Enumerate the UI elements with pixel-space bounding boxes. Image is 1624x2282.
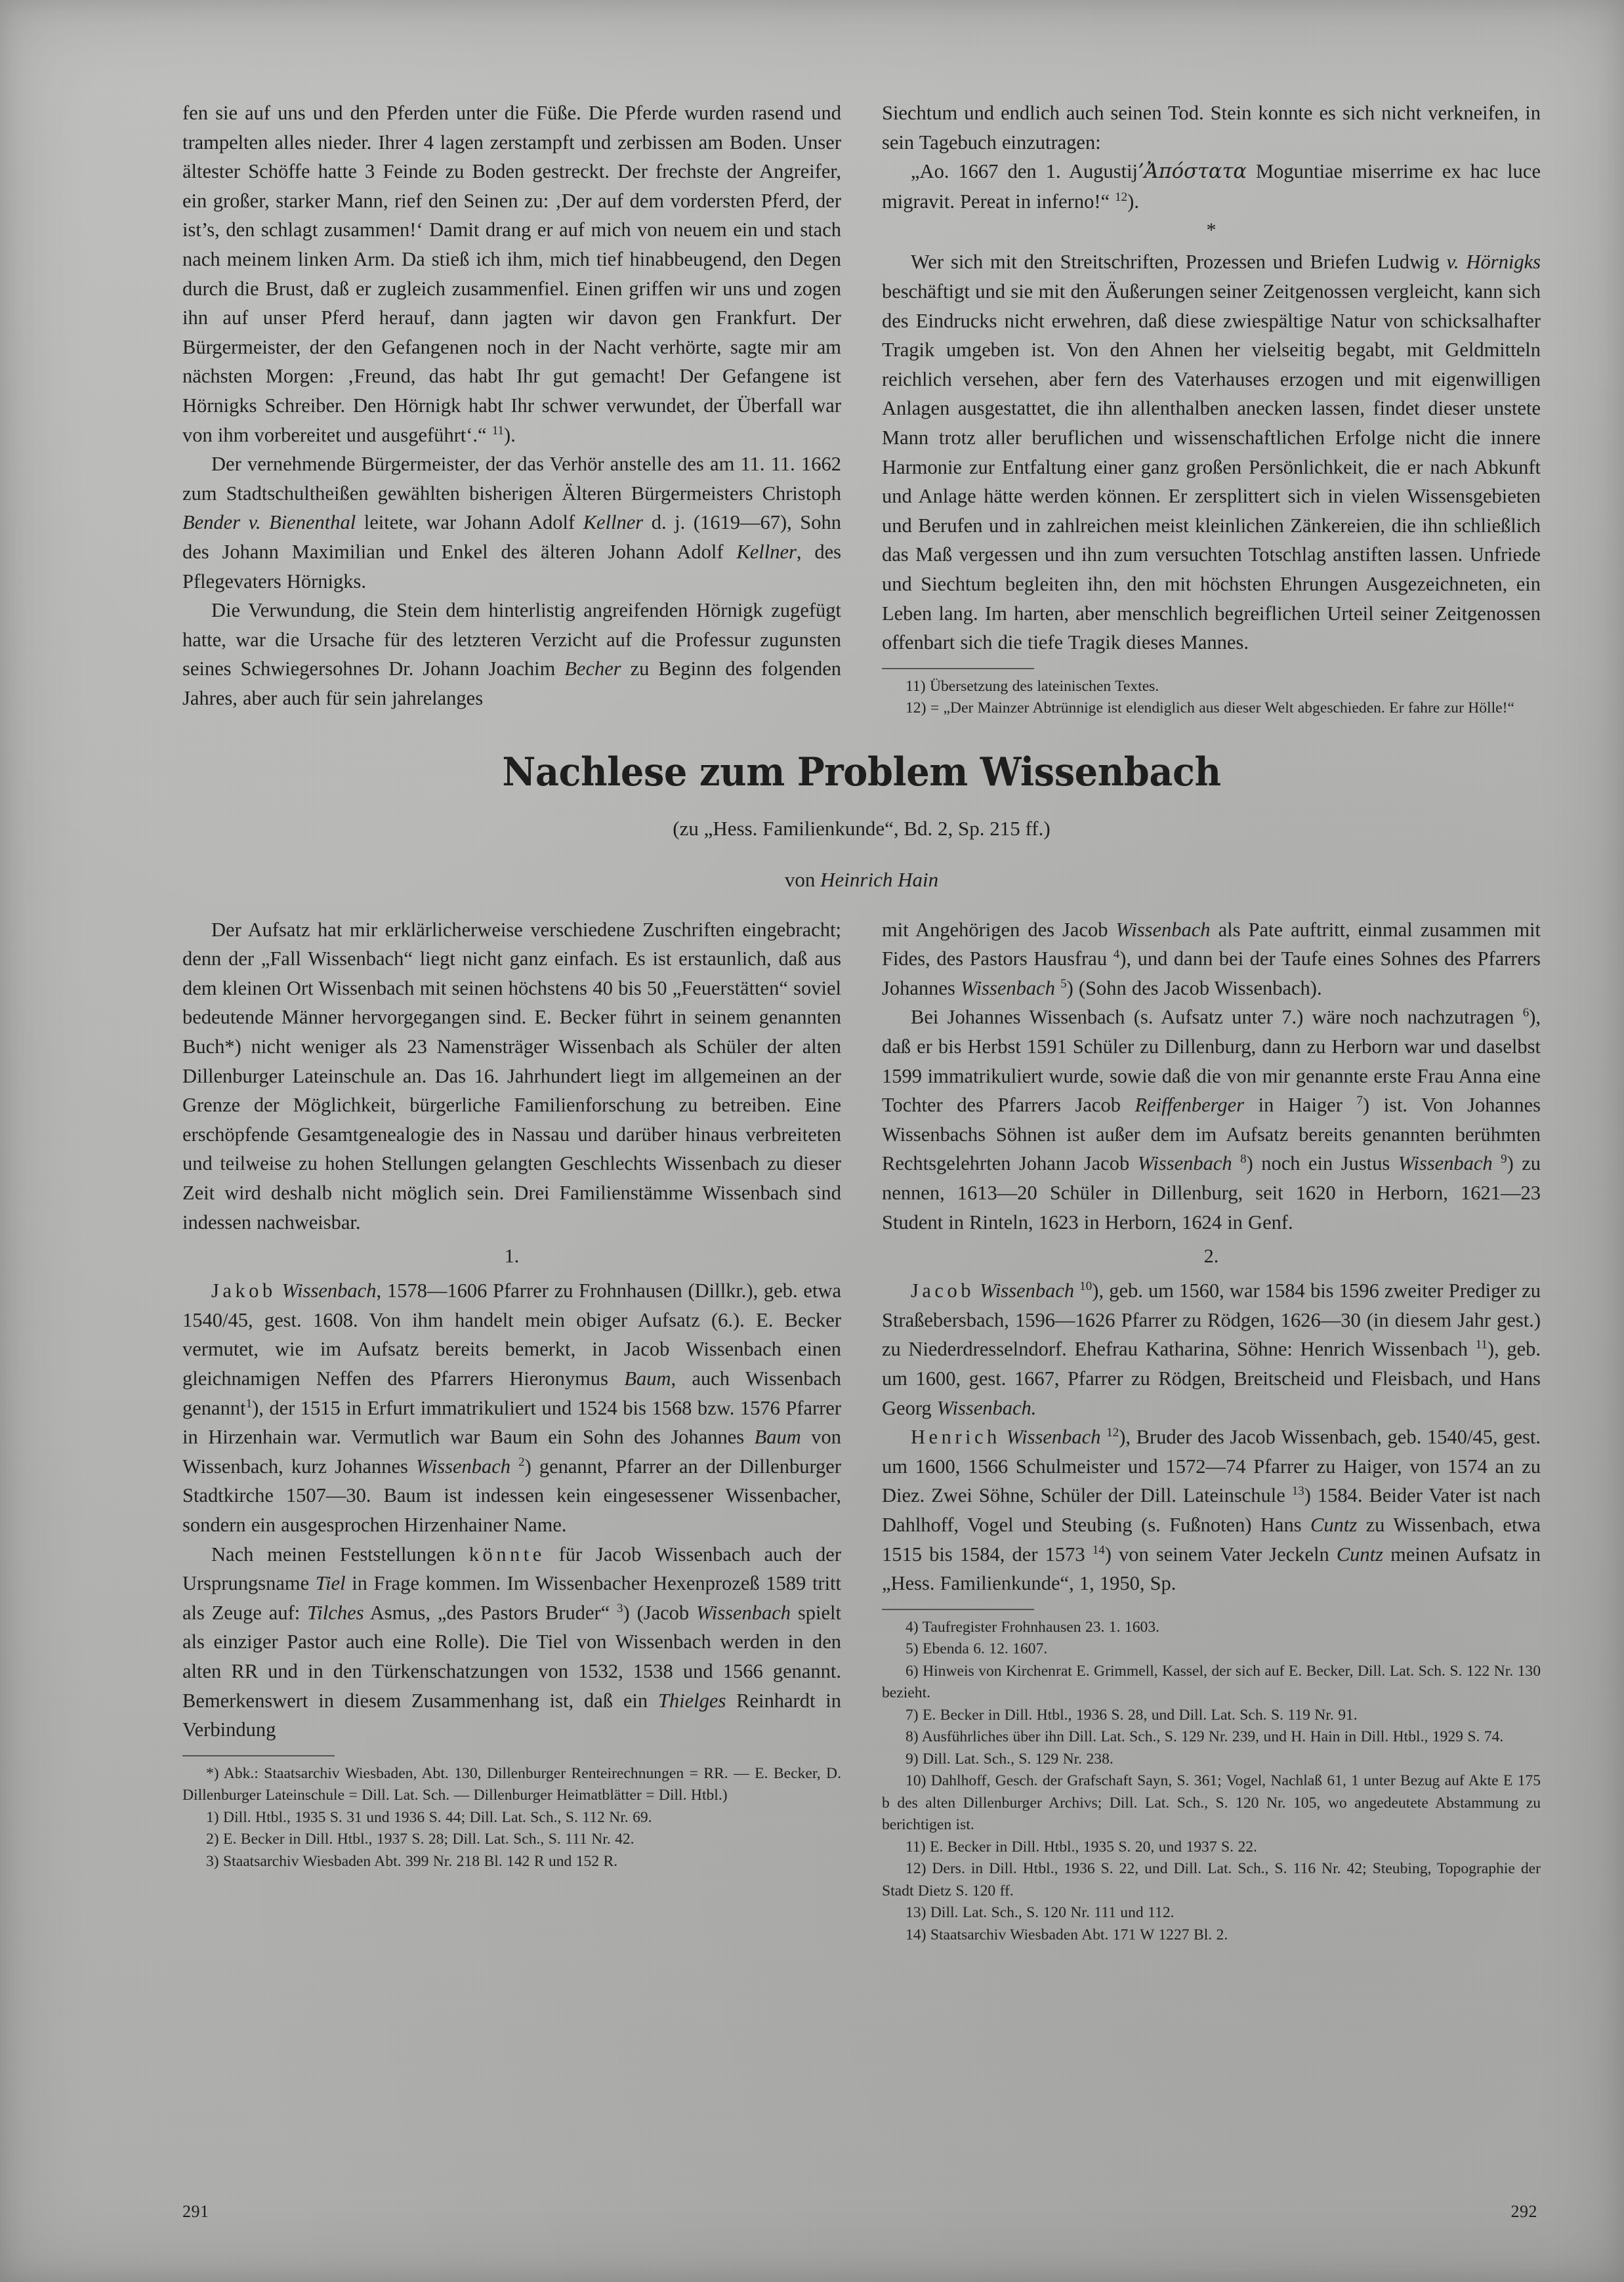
footnote: 11) E. Becker in Dill. Htbl., 1935 S. 20, und 1937 S. 22.	[906, 1838, 1257, 1856]
footnote: 7) E. Becker in Dill. Htbl., 1936 S. 28, und Dill. Lat. Sch. S. 119 Nr. 91.	[906, 1706, 1358, 1724]
article-byline	[182, 867, 1541, 893]
section-number: 1.	[504, 1245, 520, 1268]
footnote-marker: 11	[1475, 1338, 1488, 1352]
paragraph: Bei Johannes Wissenbach (s. Aufsatz unter 7.) wäre noch nachzutragen $^6$), daß er bis Herbst 1591 Schüler zu Dillenburg, dann zu Herborn war und daselbst 1599 immatrikuliert wurde, sowie daß die von mir genannte erste Frau Anna eine Tochter des Pfarrers Jacob Reiffenberger in Haiger $^7$) ist. Von Johannes Wissenbachs Söhnen ist außer dem im Aufsatz bereits genannten berühmten Rechtsgelehrten Johann Jacob Wissenbach $^8$) noch ein Justus Wissenbach $^9$) zu nennen, 1613—20 Schüler in Dillenburg, seit 1620 in Herborn, 1621—23 Student in Rinteln, 1623 in Herborn, 1624 in Genf.	[882, 1006, 1541, 1234]
byline-prefix: von	[784, 867, 821, 891]
entry-paragraph: Jakob Wissenbach, 1578—1606 Pfarrer zu Frohnhausen (Dillkr.), geb. etwa 1540/45, gest. 1608. Von ihm handelt mein obiger Aufsatz (6.). E. Becker vermutet, wie im Aufsatz bereits bemerkt, in Jacob Wissenbach einen gleichnamigen Neffen des Pfarrers Hieronymus Baum, auch Wissenbach genannt$^1$), der 1515 in Erfurt immatrikuliert und 1524 bis 1568 bzw. 1576 Pfarrer in Hirzenhain war. Vermutlich war Baum ein Sohn des Johannes Baum von Wissenbach, kurz Johannes Wissenbach $^2$) genannt, Pfarrer an der Dillenburger Stadtkirche 1507—30. Baum ist indessen kein eingesessener Wissenbacher, sondern ein ausgesprochen Hirzenhainer Name.	[182, 1279, 842, 1536]
entry-surname: Wissenbach	[1006, 1426, 1101, 1449]
page-content	[182, 98, 1541, 1946]
asterisk-separator: *	[1206, 219, 1217, 241]
paragraph: Die Verwundung, die Stein dem hinterlistig angreifenden Hörnigk zugefügt hatte, war die Ursache für des letzteren Verzicht auf die Professur zugunsten seines Schwiegersohnes Dr. Johann Joachim Becher zu Beginn des folgenden Jahres, aber auch für sein jahrelanges	[182, 599, 842, 709]
page-title: Nachlese zum Problem Wissenbach	[502, 749, 1221, 795]
top-article-left-column	[182, 98, 841, 720]
entry-surname: Wissenbach	[980, 1279, 1075, 1302]
footnote-marker: 6	[1522, 1006, 1530, 1020]
footnote-rule	[882, 1609, 1034, 1610]
article-right-column	[882, 915, 1541, 1947]
greek-phrase: ’Ἀπόστατα	[1138, 160, 1247, 184]
entry-paragraph: Henrich Wissenbach $^{12}$), Bruder des Jacob Wissenbach, geb. 1540/45, gest. um 1600, 1566 Schulmeister und 1572—74 Pfarrer zu Haiger, von 1574 an zu Diez. Zwei Söhne, Schüler der Dill. Lateinschule $^{13}$) 1584. Beider Vater ist nach Dahlhoff, Vogel und Steubing (s. Fußnoten) Hans Cuntz zu Wissenbach, etwa 1515 bis 1584, der 1573 $^{14}$) von seinem Vater Jeckeln Cuntz meinen Aufsatz in „Hess. Familienkunde“, 1, 1950, Sp.	[882, 1426, 1541, 1595]
folio-left: 291	[182, 2202, 209, 2221]
top-article-columns	[182, 98, 1541, 720]
entry-surname: Wissenbach	[281, 1279, 377, 1302]
section-number: 2.	[1203, 1245, 1219, 1268]
footnote: 6) Hinweis von Kirchenrat E. Grimmell, Kassel, der sich auf E. Becker, Dill. Lat. Sch. S. 122 Nr. 130 bezieht.	[882, 1662, 1541, 1702]
footnote-marker: 8	[1240, 1152, 1247, 1167]
footnote: 13) Dill. Lat. Sch., S. 120 Nr. 111 und 112.	[906, 1904, 1175, 1922]
footnote: 12) = „Der Mainzer Abtrünnige ist elendiglich aus dieser Welt abgeschieden. Er fahre zur Hölle!“	[906, 699, 1514, 717]
footnote-marker: 4	[1113, 947, 1120, 962]
footnote-marker: 3	[617, 1601, 623, 1615]
entry-paragraph: Jacob Wissenbach $^{10}$), geb. um 1560, war 1584 bis 1596 zweiter Prediger zu Straßebersbach, 1596—1626 Pfarrer zu Rödgen, 1626—30 (in diesem Jahr gest.) zu Niederdresselndorf. Ehefrau Katharina, Söhne: Henrich Wissenbach $^{11}$), geb. um 1600, gest. 1667, Pfarrer zu Rödgen, Breitscheid und Fleisbach, und Hans Georg Wissenbach.	[882, 1279, 1541, 1419]
footnote-marker: 2	[518, 1455, 525, 1469]
byline-author: Heinrich Hain	[820, 867, 939, 891]
top-article-right-column	[882, 98, 1541, 720]
footnote: 9) Dill. Lat. Sch., S. 129 Nr. 238.	[906, 1750, 1114, 1768]
footnote: 8) Ausführliches über ihn Dill. Lat. Sch., S. 129 Nr. 239, und H. Hain in Dill. Htbl., 1929 S. 74.	[906, 1728, 1504, 1746]
entry-name: Henrich	[911, 1426, 1001, 1449]
footnote: 4) Taufregister Frohnhausen 23. 1. 1603.	[906, 1618, 1160, 1636]
footnote-marker: 1	[245, 1396, 253, 1411]
footnote-marker: 7	[1356, 1094, 1363, 1108]
footnote-marker: 12	[1115, 190, 1128, 204]
footnote-marker: 9	[1501, 1152, 1507, 1167]
footnote: 2) E. Becker in Dill. Htbl., 1937 S. 28; Dill. Lat. Sch., S. 111 Nr. 42.	[206, 1831, 635, 1848]
paragraph: Siechtum und endlich auch seinen Tod. Stein konnte es sich nicht verkneifen, in sein Tagebuch einzutragen:	[882, 102, 1541, 154]
footnote: 11) Übersetzung des lateinischen Textes.	[906, 677, 1159, 695]
entry-name: Jakob	[211, 1279, 276, 1302]
footnote-marker: 13	[1291, 1484, 1304, 1499]
footnote: 12) Ders. in Dill. Htbl., 1936 S. 22, und Dill. Lat. Sch., S. 116 Nr. 42; Steubing, Topographie der Stadt Dietz S. 120 ff.	[882, 1860, 1541, 1899]
article-subtitle: (zu „Hess. Familienkunde“, Bd. 2, Sp. 215 ff.)	[673, 816, 1051, 840]
footnote-rule	[182, 1755, 335, 1756]
article-left-column	[182, 915, 841, 1947]
paragraph: Der vernehmende Bürgermeister, der das Verhör anstelle des am 11. 11. 1662 zum Stadtschultheißen gewählten bisherigen Älteren Bürgermeisters Christoph Bender v. Bienenthal leitete, war Johann Adolf Kellner d. j. (1619—67), Sohn des Johann Maximilian und Enkel des älteren Johann Adolf Kellner, des Pflegevaters Hörnigks.	[182, 453, 842, 592]
paragraph: fen sie auf uns und den Pferden unter die Füße. Die Pferde wurden rasend und trampelten alles nieder. Ihrer 4 lagen zerstampft und zerbissen am Boden. Unser ältester Schöffe hatte 3 Feinde zu Boden gestreckt. Der frechste der Angreifer, ein großer, starker Mann, rief den Seinen zu: ‚Der auf dem vordersten Pferd, der ist’s, den schlagt zusammen!‘ Damit drang er auf mich von neuem ein und stach nach meinem linken Arm. Da stieß ich ihm, mich tief hinabbeugend, den Degen durch die Brust, daß er zugleich zusammenfiel. Einen griffen wir uns und zogen ihn auf unser Pferd herauf, dann jagten wir davon gen Frankfurt. Der Bürgermeister, der den Gefangenen noch in der Nacht verhörte, sagte mir am nächsten Morgen: ‚Freund, das habt Ihr gut gemacht! Der Gefangene ist Hörnigks Schreiber. Den Hörnigk habt Ihr schwer verwundet, der Überfall war von ihm vorbereitet und ausgeführt‘.“ $^{11}$).	[182, 102, 841, 446]
footnote-marker: 11	[491, 423, 505, 438]
paragraph: mit Angehörigen des Jacob Wissenbach als Pate auftritt, einmal zusammen mit Fides, des Pastors Hausfrau $^4$), und dann bei der Taufe eines Sohnes des Pfarrers Johannes Wissenbach $^5$) (Sohn des Jacob Wissenbach).	[882, 918, 1541, 999]
footnote-marker: 5	[1060, 976, 1067, 991]
footnote: 10) Dahlhoff, Gesch. der Grafschaft Sayn, S. 361; Vogel, Nachlaß 61, 1 unter Bezug auf Akte E 175 b des alten Dillenburger Archivs; Dill. Lat. Sch., S. 120 Nr. 105, wo angedeutete Abstammung zu berichtigen ist.	[882, 1772, 1541, 1834]
emphasis-koennte: könnte	[468, 1543, 545, 1566]
footnote: 5) Ebenda 6. 12. 1607.	[906, 1640, 1048, 1658]
paragraph: Der Aufsatz hat mir erklärlicherweise verschiedene Zuschriften eingebracht; denn der „Fall Wissenbach“ liegt nicht ganz einfach. Es ist erstaunlich, daß aus dem kleinen Ort Wissenbach mit seinen höchstens 40 bis 50 „Feuerstätten“ soviel bedeutende Männer hervorgegangen sind. E. Becker führt in seinem genannten Buch*) nicht weniger als 23 Namensträger Wissenbach als Schüler der alten Dillenburger Lateinschule an. Das 16. Jahrhundert liegt im allgemeinen an der Grenze der Möglichkeit, bürgerliche Familienforschung zu betreiben. Eine erschöpfende Gesamtgenealogie des in Nassau und darüber hinaus verbreiteten und teilweise zu hohen Stellungen gelangten Geschlechts Wissenbach zu dieser Zeit wird deshalb nicht möglich sein. Drei Familienstämme Wissenbach sind indessen nachweisbar.	[182, 918, 841, 1234]
footnote: 14) Staatsarchiv Wiesbaden Abt. 171 W 1227 Bl. 2.	[906, 1926, 1228, 1943]
quote-paragraph: „Ao. 1667 den 1. Augustij’Ἀπόστατα Moguntiae miserrime ex hac luce migravit. Pereat in inferno!“ $^{12}$).	[882, 160, 1541, 213]
footnote-marker: 10	[1079, 1279, 1093, 1294]
folio-right: 292	[1510, 2202, 1537, 2221]
footnote-marker: 12	[1106, 1426, 1119, 1440]
entry-name: Jacob	[911, 1279, 974, 1302]
footnote: *) Abk.: Staatsarchiv Wiesbaden, Abt. 130, Dillenburger Renteirechnungen = RR. — E. Becker, D. Dillenburger Lateinschule = Dill. Lat. Sch. — Dillenburger Heimatblätter = Dill. Htbl.)	[182, 1764, 841, 1804]
paragraph: Wer sich mit den Streitschriften, Prozessen und Briefen Ludwig v. Hörnigks beschäftigt und sie mit den Äußerungen seiner Zeitgenossen vergleicht, kann sich des Eindrucks nicht erwehren, daß diese zwiespältige Natur von schicksalhafter Tragik umgeben ist. Von den Ahnen her vielseitig begabt, mit Geldmitteln reichlich versehen, aber fern des Vaterhauses erzogen und mit eigenwilligen Anlagen ausgestattet, die ihn allenthalben anecken lassen, findet dieser unstete Mann trotz aller beruflichen und wissenschaftlichen Erfolge nicht die innere Harmonie zur Entfaltung einer ganz großen Persönlichkeit, die er nach Abkunft und Anlage hätte werden können. Er zersplittert sich in vielen Wissensgebieten und Berufen und in zahlreichen meist kleinlichen Zänkereien, die ihn schließlich das Maß vergessen und ihn zum versuchten Totschlag anstiften lassen. Unfriede und Siechtum begleiten ihn, den mit höchsten Ehrungen Ausgezeichneten, ein Leben lang. Im harten, aber menschlich begreiflichen Urteil seiner Zeitgenossen offenbart sich die tiefe Tragik dieses Mannes.	[882, 251, 1541, 654]
article-header	[182, 749, 1541, 893]
footnote-marker: 14	[1092, 1543, 1105, 1557]
footnote-rule	[882, 668, 1034, 669]
footnote: 1) Dill. Htbl., 1935 S. 31 und 1936 S. 44; Dill. Lat. Sch., S. 112 Nr. 69.	[206, 1808, 652, 1826]
article-columns	[182, 915, 1541, 1947]
paragraph: Nach meinen Feststellungen könnte für Jacob Wissenbach auch der Ursprungsname Tiel in Frage kommen. Im Wissenbacher Hexenprozeß 1589 tritt als Zeuge auf: Tilches Asmus, „des Pastors Bruder“ $^3$) (Jacob Wissenbach spielt als einziger Pastor auch eine Rolle). Die Tiel von Wissenbach werden in den alten RR und in den Türkenschatzungen von 1532, 1538 und 1566 genannt. Bemerkenswert in diesem Zusammenhang ist, daß ein Thielges Reinhardt in Verbindung	[182, 1543, 841, 1741]
footnote: 3) Staatsarchiv Wiesbaden Abt. 399 Nr. 218 Bl. 142 R und 152 R.	[206, 1852, 618, 1870]
